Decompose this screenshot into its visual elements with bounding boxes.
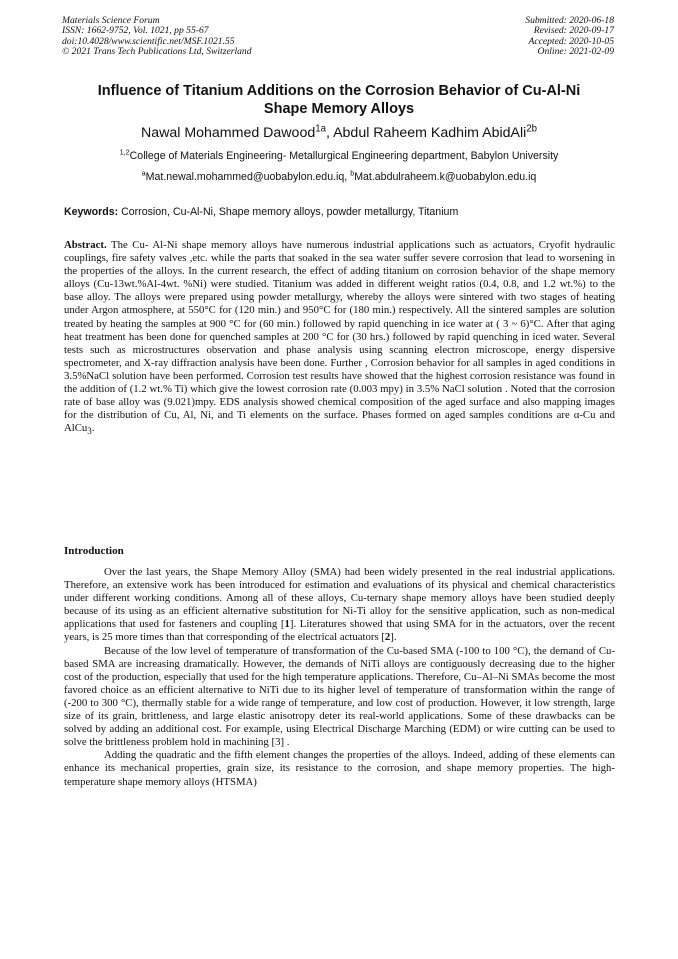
email-separator: , — [344, 171, 351, 183]
author-separator: , — [325, 125, 334, 141]
abstract — [64, 239, 615, 439]
introduction-heading: Introduction — [64, 545, 124, 557]
email-b-sup: b — [350, 168, 355, 178]
intro-p1-text-b: ]. Literatures showed that using SMA for in the actuators, over the recent years, is 25 more times than that corresponding of the electrical actuators [ — [64, 618, 615, 644]
author-2-name: Abdul Raheem Kadhim AbidAli — [333, 125, 527, 141]
paper-title — [50, 82, 628, 118]
journal-doi: doi:10.4028/www.scientific.net/MSF.1021.55 — [62, 35, 235, 47]
author-1-sup: 1a — [315, 123, 326, 135]
introduction-body — [64, 566, 615, 789]
title-line-1: Influence of Titanium Additions on the Corrosion Behavior of Cu-Al-Ni — [97, 83, 581, 99]
keywords-label: Keywords: — [64, 206, 119, 218]
author-1-name: Nawal Mohammed Dawood — [140, 125, 316, 141]
journal-copyright: © 2021 Trans Tech Publications Ltd, Switzerland — [62, 46, 252, 58]
intro-paragraph-1 — [64, 566, 615, 645]
abstract-end: . — [91, 422, 95, 435]
affiliation — [40, 147, 638, 163]
affiliation-sup: 1,2 — [119, 147, 130, 157]
abstract-subscript: 3 — [87, 426, 92, 437]
author-emails — [40, 168, 638, 184]
citation-ref-1: 1 — [284, 618, 290, 631]
author-list — [40, 124, 638, 142]
intro-paragraph-2: Because of the low level of temperature of transformation of the Cu-based SMA (-100 to 100 °C), the demand of Cu-based SMA are increasing dramatically. However, the demands of NiTi alloys are contiguously decreasing due to the higher cost of the production, especially that used for the high temperature applications. Therefore, Cu–Al–Ni SMAs become the most favored choice as an efficient alternative to NiTi due to its higher level of temperature of transformation within the range of (-200 to 300 °C), thermally stable for a wide range of temperature, and low cost of production. However, it low strength, large size of its grain, brittleness, and large elastic anisotropy deter its real-world applications. Some of these drawbacks can be solved by adding an additional cost. For example, using Electrical Discharge Marching (EDM) or wire cutting can be used to solve the brittleness problem hold in machining [3] . — [64, 644, 615, 749]
intro-p1-text-a: Over the last years, the Shape Memory Alloy (SMA) had been widely presented in the real industrial applications. Therefore, an extensive work has been introduced for estimation and evaluations of its physical and chemical characteristics under different working conditions. Among all of these alloys, Cu-ternary shape memory alloys have been studied deeply because of its using as an efficient alternative substitution for Ni-Ti alloy for the sensitive application, such as non-medical applications that used for fasteners and coupling [ — [64, 566, 615, 631]
journal-issn: ISSN: 1662-9752, Vol. 1021, pp 55-67 — [62, 25, 209, 37]
affiliation-text: College of Materials Engineering- Metallurgical Engineering department, Babylon University — [129, 150, 559, 162]
keywords-text: Corrosion, Cu-Al-Ni, Shape memory alloys, powder metallurgy, Titanium — [118, 206, 459, 218]
date-accepted: Accepted: 2020-10-05 — [528, 35, 614, 47]
journal-info — [62, 16, 252, 58]
citation-ref-2: 2 — [384, 631, 391, 644]
abstract-label: Abstract. — [64, 239, 107, 251]
intro-p1-text-c: ]. — [390, 631, 397, 644]
date-online: Online: 2021-02-09 — [537, 46, 614, 58]
email-b: Mat.abdulraheem.k@uobabylon.edu.iq — [354, 171, 537, 183]
author-2-sup: 2b — [526, 123, 538, 135]
keywords — [64, 206, 624, 219]
journal-name: Materials Science Forum — [62, 15, 160, 26]
date-revised: Revised: 2020-09-17 — [533, 25, 614, 37]
intro-paragraph-3: Adding the quadratic and the fifth element changes the properties of the alloys. Indeed, adding of these elements can enhance its mechanical properties, grain size, its resistance to the corrosion, and shape memory properties. The high- temperature shape memory alloys (HTSMA) — [64, 749, 615, 788]
date-submitted: Submitted: 2020-06-18 — [525, 15, 614, 26]
abstract-text: The Cu- Al-Ni shape memory alloys have numerous industrial applications such as actuators, Cryofit hydraulic couplings, fire safety valves ,etc. while the parts that soaked in the sea water suffer severe corrosion that lead to worsening in the properties of the alloys. In the current research, the effect of adding titanium on corrosion behavior of the shape memory alloys (Cu-13wt.%Al-4wt. %Ni) were studied. Titanium was added in different weight ratios (0.4, 0.8, and 1.2 wt.%) to the base alloy. The alloys were prepared using powder metallurgy, whereby the alloys were sintered with two stages of heating under Argon atmosphere, at 550°C for (120 min.) and 950°C for (180 min.) respectively. All the sintered samples are solution treated by heating the samples at 900 °C for (60 min.) followed by rapid quenching in ice water at ( 3 ~ 6)°C. After that aging heat treatment has been done for quenched samples at 200 °C for (30 hrs.) followed by rapid quenching in iced water. Several tests such as microstructures observation and phase analysis using scanning electron microscope, energy dispersive spectrometer, and X-ray diffraction analysis have been done. Further , Corrosion behavior for all samples in aged conditions in 3.5%NaCl solution have been performed. Corrosion test results have showed that the highest corrosion resistance was found in the addition of (1.2 wt.% Ti) which give the lowest corrosion rate (0.003 mpy) in 3.5% NaCl solution . Noted that the corrosion rate of base alloy was (9.021)mpy. EDS analysis showed chemical composition of the aged surface and also mapping images for the distribution of Cu, Al, Ni, and Ti elements on the surface. Phases formed on aged samples conditions are α-Cu and AlCu — [64, 239, 615, 435]
title-line-2: Shape Memory Alloys — [263, 101, 415, 117]
publication-dates — [525, 16, 614, 58]
email-a: Mat.newal.mohammed@uobabylon.edu.iq — [145, 171, 345, 183]
email-a-sup: a — [141, 168, 146, 178]
